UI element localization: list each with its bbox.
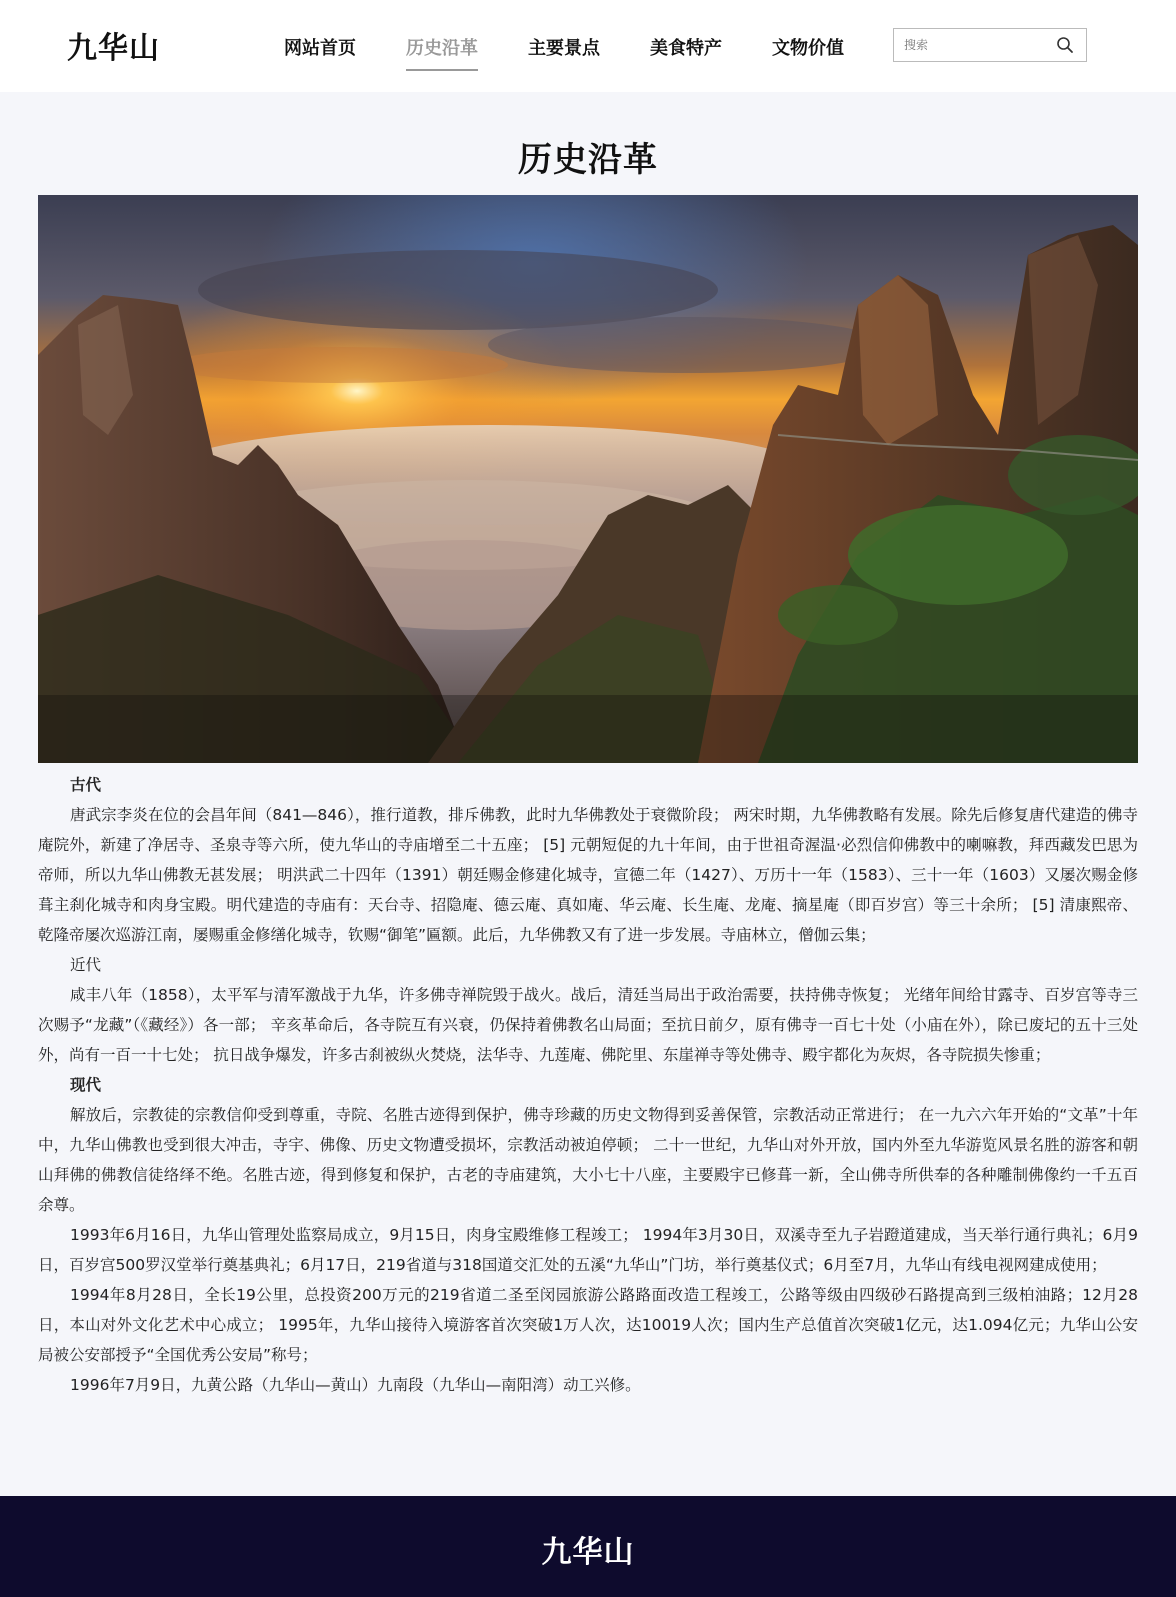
section-heading-contemporary: 现代 — [70, 1076, 102, 1094]
history-article — [38, 770, 1138, 1400]
nav-item-food[interactable]: 美食特产 — [650, 38, 722, 59]
section-heading-ancient: 古代 — [70, 776, 102, 794]
nav-item-attractions[interactable]: 主要景点 — [528, 38, 600, 59]
nav-item-home[interactable]: 网站首页 — [284, 38, 356, 59]
paragraph-contemporary: 解放后，宗教徒的宗教信仰受到尊重，寺院、名胜古迹得到保护，佛寺珍藏的历史文物得到妥善保管，宗教活动正常进行； 在一九六六年开始的“文革”十年中，九华山佛教也受到很大冲击，寺宇、佛像、历史文物遭受损坏，宗教活动被迫停顿； 二十一世纪，九华山对外开放，国内外至九华游览风景名胜的游客和朝山拜佛的佛教信徒络绎不绝。名胜古迹，得到修复和保护，古老的寺庙建筑，大小七十八座，主要殿宇已修葺一新，全山佛寺所供奉的各种雕制佛像约一千五百余尊。 — [38, 1106, 1138, 1214]
page-title: 历史沿革 — [518, 140, 658, 180]
section-heading-modern-era: 近代 — [70, 956, 102, 974]
paragraph-1996: 1996年7月9日，九黄公路（九华山—黄山）九南段（九华山—南阳湾）动工兴修。 — [70, 1376, 641, 1394]
nav-item-history[interactable]: 历史沿革 — [406, 34, 478, 60]
search-icon[interactable] — [1056, 36, 1074, 54]
paragraph-1993: 1993年6月16日，九华山管理处监察局成立，9月15日，肉身宝殿维修工程竣工； 1994年3月30日，双溪寺至九子岩蹬道建成，当天举行通行典礼；6月9日，百岁宫500罗汉堂举行奠基典礼；6月17日，219省道与318国道交汇处的五溪“九华山”门坊，举行奠基仪式；6月至7月，九华山有线电视网建成使用； — [38, 1226, 1138, 1274]
site-header — [0, 0, 1176, 92]
nav-item-relics[interactable]: 文物价值 — [772, 38, 844, 59]
paragraph-ancient: 唐武宗李炎在位的会昌年间（841—846），推行道教，排斥佛教，此时九华佛教处于衰微阶段； 两宋时期，九华佛教略有发展。除先后修复唐代建造的佛寺庵院外，新建了净居寺、圣泉寺等六所，使九华山的寺庙增至二十五座； [5] 元朝短促的九十年间，由于世祖奇渥温·必烈信仰佛教中的喇嘛教，拜西藏发巴思为帝师，所以九华山佛教无甚发展； 明洪武二十四年（1391）朝廷赐金修建化城寺，宣德二年（1427）、万历十一年（1583）、三十一年（1603）又屡次赐金修葺主刹化城寺和肉身宝殿。明代建造的寺庙有：天台寺、招隐庵、德云庵、真如庵、华云庵、长生庵、龙庵、摘星庵（即百岁宫）等三十余所； [5] 清康熙帝、乾隆帝屡次巡游江南，屡赐重金修缮化城寺，钦赐“御笔”匾额。此后，九华佛教又有了进一步发展。寺庙林立，僧伽云集； — [38, 806, 1138, 944]
search-box — [893, 28, 1087, 62]
search-input[interactable] — [904, 35, 1054, 55]
paragraph-modern-era: 咸丰八年（1858），太平军与清军激战于九华，许多佛寺禅院毁于战火。战后，清廷当局出于政治需要，扶持佛寺恢复； 光绪年间给甘露寺、百岁宫等寺三次赐予“龙藏”（《藏经》）各一部； 辛亥革命后，各寺院互有兴衰，仍保持着佛教名山局面；至抗日前夕，原有佛寺一百七十处（小庙在外），除已废圮的五十三处外，尚有一百一十七处； 抗日战争爆发，许多古刹被纵火焚烧，法华寺、九莲庵、佛陀里、东崖禅寺等处佛寺、殿宇都化为灰烬，各寺院损失惨重； — [38, 986, 1138, 1064]
footer-title: 九华山 — [541, 1535, 635, 1570]
site-footer — [0, 1496, 1176, 1597]
site-logo[interactable]: 九华山 — [67, 31, 160, 66]
paragraph-1994: 1994年8月28日，全长19公里，总投资200万元的219省道二圣至闵园旅游公路路面改造工程竣工，公路等级由四级砂石路提高到三级柏油路；12月28日，本山对外文化艺术中心成立； 1995年，九华山接待入境游客首次突破1万人次，达10019人次；国内生产总值首次突破1亿元，达1.094亿元；九华山公安局被公安部授予“全国优秀公安局”称号； — [38, 1286, 1138, 1364]
hero-image — [38, 195, 1138, 763]
